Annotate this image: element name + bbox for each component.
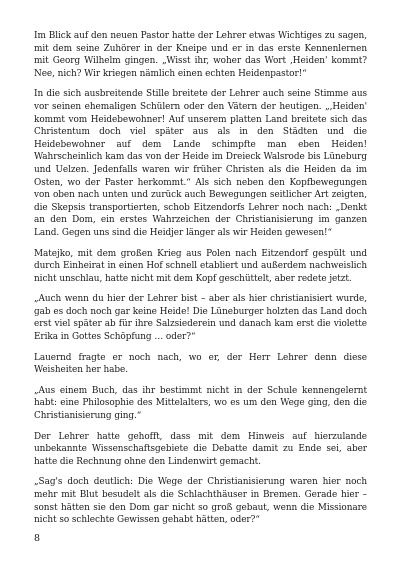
paragraph-6: „Aus einem Buch, das ihr bestimmt nicht in der Schule kennengelernt habt: eine Philosophie des Mittelalters, wo es um den Wege ging, den die Christianisierung ging.“ <box>34 385 367 422</box>
paragraph-5: Lauernd fragte er noch nach, wo er, der Herr Lehrer denn diese Weisheiten her habe. <box>34 352 367 376</box>
page-number: 8 <box>34 533 41 544</box>
body-text <box>34 30 367 535</box>
paragraph-1: Im Blick auf den neuen Pastor hatte der Lehrer etwas Wichtiges zu sagen, mit dem seine Zuhörer in der Kneipe und er in das erste Kennenlernen mit Georg Wilhelm gingen. „Wisst ihr, woher das Wort ‚Heiden' kommt? Nee, nich? Wir kriegen nämlich einen echten Heidenpastor!“ <box>34 31 367 79</box>
paragraph-3: Matejko, mit dem großen Krieg aus Polen nach Eitzendorf gespült und durch Einheirat in einen Hof schnell etabliert und außerdem nachweislich nicht unschlau, hatte nicht mit dem Kopf geschüttelt, aber redete jetzt. <box>34 248 367 284</box>
paragraph-2: In die sich ausbreitende Stille breitete der Lehrer auch seine Stimme aus vor seinen ehemaligen Schülern oder den Vätern der heutigen. „‚Heiden' kommt vom Heidebewohner! Auf unserem platten Land breitete sich das Christentum doch viel später aus als in den Städten und die Heidebewohner auf dem Lande schimpfte man eben Heiden! Wahrscheinlich kam das von der Heide im Dreieck Walsrode bis Lüneburg und Uelzen. Jedenfalls waren wir früher Christen als die Heiden da im Osten, wo der Paster herkommt.“ Als sich neben den Kopfbewegungen von oben nach unten und zurück auch Bewegungen seitlicher Art zeigten, die Skepsis transportierten, schob Eitzendorfs Lehrer noch nach: „Denkt an den Dom, ein erstes Wahrzeichen der Christianisierung im ganzen Land. Gegen uns sind die Heidjer länger als wir Heiden gewesen!“ <box>34 89 367 238</box>
paragraph-7: Der Lehrer hatte gehofft, dass mit dem Hinweis auf hierzulande unbekannte Wissenschaftsgebiete die Debatte damit zu Ende sei, aber hatte die Rechnung ohne den Lindenwirt gemacht. <box>34 431 367 467</box>
paragraph-8: „Sag's doch deutlich: Die Wege der Christianisierung waren hier noch mehr mit Blut besudelt als die Schlachthäuser in Bremen. Gerade hier – sonst hätten sie den Dom gar nicht so groß gebaut, wenn die Missionare nicht so schlechte Gewissen gehabt hätten, oder?“ <box>34 477 367 526</box>
paragraph-4: „Auch wenn du hier der Lehrer bist – aber als hier christianisiert wurde, gab es doch noch gar keine Heide! Die Lüneburger holzten das Land doch erst viel später ab für ihre Salzsiederein und danach kam erst die violette Erika in Gottes Schöpfung … oder?“ <box>34 294 367 343</box>
